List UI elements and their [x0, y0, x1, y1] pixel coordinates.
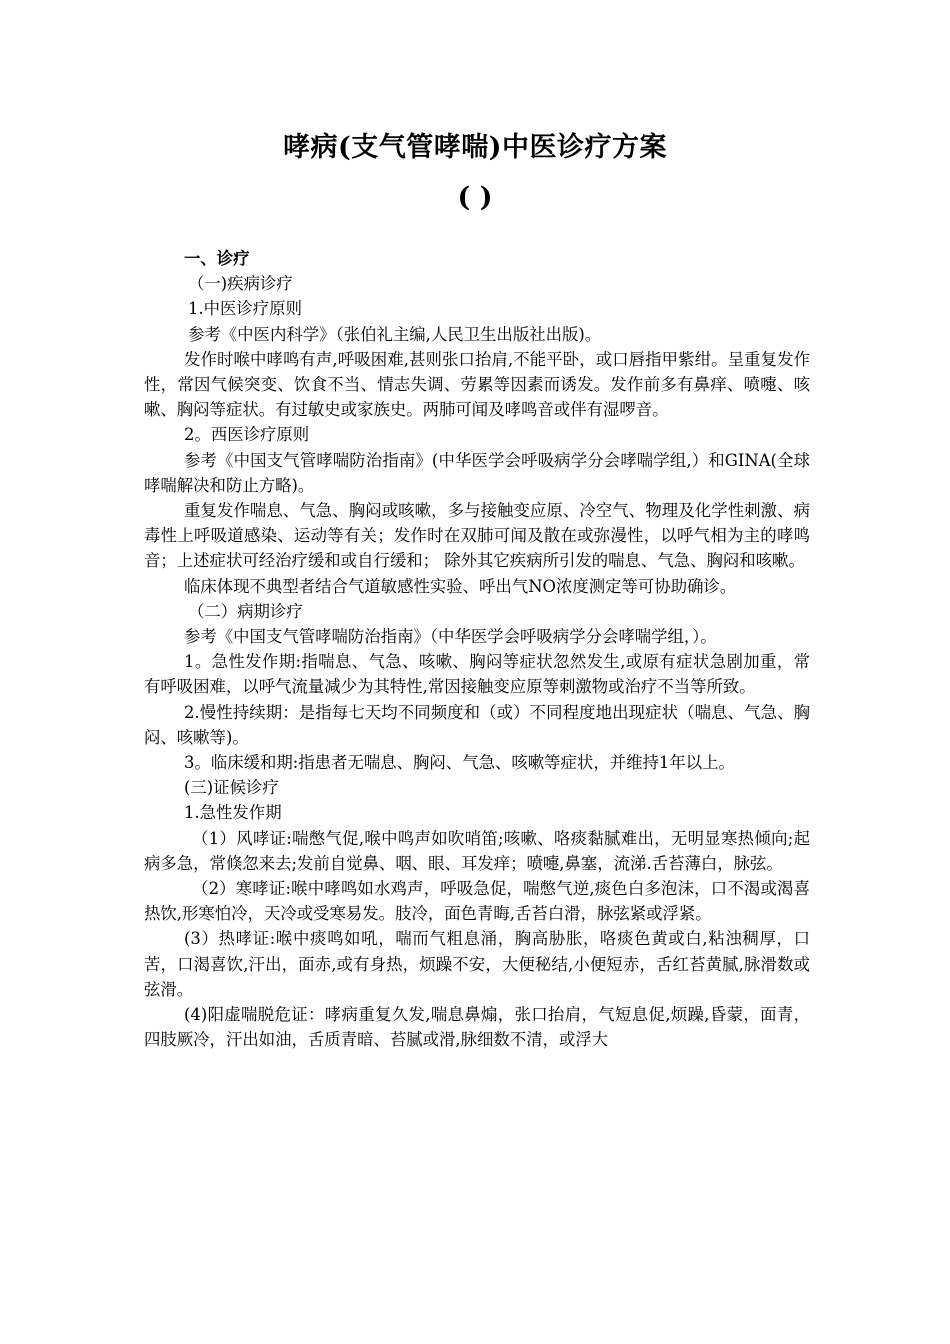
paragraph: (3）热哮证:喉中痰鸣如吼，喘而气粗息涌，胸高胁胀，咯痰色黄或白,粘浊稠厚，口苦，口渴喜饮,汗出，面赤,或有身热，烦躁不安，大便秘结,小便短赤，舌红苔黄腻,脉滑数或弦滑。 — [144, 929, 810, 999]
paragraph: 参考《中医内科学》（张伯礼主编,人民卫生出版社出版)。 — [188, 324, 602, 344]
item-heading: 1.急性发作期 — [184, 803, 282, 823]
paragraph: 1。急性发作期:指喘息、气急、咳嗽、胸闷等症状忽然发生,或原有症状急剧加重，常有呼吸困难，以呼气流量减少为其特性,常因接触变应原等刺激物或治疗不当等所致。 — [144, 652, 810, 697]
subsection-heading: （二）病期诊疗 — [188, 601, 303, 621]
document-body — [144, 246, 810, 1053]
paragraph: 发作时喉中哮鸣有声,呼吸困难,甚则张口抬肩,不能平卧，或口唇指甲紫绀。呈重复发作性，常因气候突变、饮食不当、情志失调、劳累等因素而诱发。发作前多有鼻痒、喷嚏、咳嗽、胸闷等症状。有过敏史或家族史。两肺可闻及哮鸣音或伴有湿啰音。 — [144, 349, 810, 420]
section-heading: 一、诊疗 — [184, 249, 250, 268]
subsection-heading: (三)证候诊疗 — [184, 778, 279, 798]
document-subtitle: ( ) — [457, 182, 493, 213]
paragraph: 临床体现不典型者结合气道敏感性实验、呼出气NO浓度测定等可协助确诊。 — [184, 576, 737, 596]
paragraph: 2.慢性持续期：是指每七天均不同频度和（或）不同程度地出现症状（喘息、气急、胸闷、咳嗽等)。 — [144, 702, 810, 747]
paragraph: 重复发作喘息、气急、胸闷或咳嗽，多与接触变应原、冷空气、物理及化学性刺激、病毒性上呼吸道感染、运动等有关；发作时在双肺可闻及散在或弥漫性，以呼气相为主的哮鸣音；上述症状可经治疗缓和或自行缓和； 除外其它疾病所引发的喘息、气急、胸闷和咳嗽。 — [144, 501, 810, 571]
paragraph: （2）寒哮证:喉中哮鸣如水鸡声，呼吸急促，喘憋气逆,痰色白多泡沫，口不渴或渴喜热饮,形寒怕冷，天冷或受寒易发。肢冷，面色青晦,舌苔白滑，脉弦紧或浮紧。 — [144, 879, 810, 924]
paragraph: 3。临床缓和期:指患者无喘息、胸闷、气急、咳嗽等症状，并维持1年以上。 — [184, 753, 735, 773]
paragraph: （1）风哮证:喘憋气促,喉中鸣声如吹哨笛;咳嗽、咯痰黏腻难出，无明显寒热倾向;起病多急，常倏忽来去;发前自觉鼻、咽、眼、耳发痒；喷嚏,鼻塞，流涕.舌苔薄白，脉弦。 — [144, 828, 810, 873]
paragraph: (4)阳虚喘脱危证：哮病重复久发,喘息鼻煽，张口抬肩，气短息促,烦躁,昏蒙，面青，四肢厥冷，汗出如油，舌质青暗、苔腻或滑,脉细数不清，或浮大 — [144, 1005, 810, 1050]
paragraph: 参考《中国支气管哮喘防治指南》(中华医学会呼吸病学分会哮喘学组,）和GINA(全球哮喘解决和防止方略)。 — [144, 450, 810, 495]
item-heading: 2。西医诊疗原则 — [184, 425, 310, 445]
document-title: 哮病(支气管哮喘)中医诊疗方案 — [282, 132, 668, 163]
subsection-heading: （一)疾病诊疗 — [188, 274, 293, 294]
paragraph: 参考《中国支气管哮喘防治指南》（中华医学会呼吸病学分会哮喘学组，）。 — [184, 627, 717, 647]
item-heading: 1.中医诊疗原则 — [188, 299, 302, 319]
